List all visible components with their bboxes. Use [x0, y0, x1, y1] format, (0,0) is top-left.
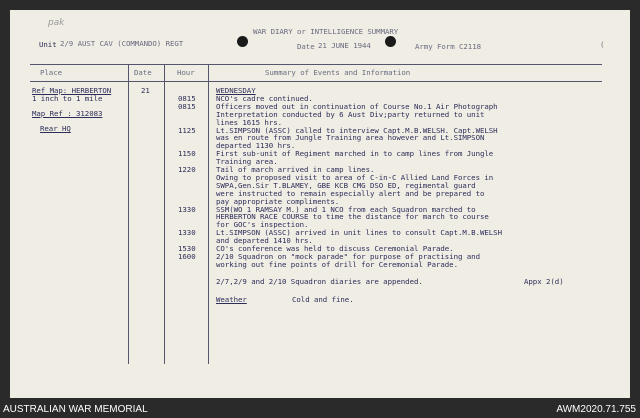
punch-hole-right [385, 36, 396, 47]
page-mark: ( [600, 40, 605, 49]
appendix-ref: Appx 2(d) [524, 277, 564, 286]
entry-text: Tail of march arrived in camp lines. [216, 165, 375, 174]
entry-text: SWPA,Gen.Sir T.BLAMEY, GBE KCB CMG DSO ED, regimental guard [216, 180, 476, 190]
col-divider-3 [208, 64, 209, 364]
col-header-hour: Hour [177, 68, 195, 77]
col-divider-2 [164, 64, 165, 364]
entry-text: working out fine points of drill for Ceremonial Parade. [216, 259, 458, 269]
date-cell: 21 [141, 86, 150, 95]
diary-page [10, 10, 630, 398]
entry-text: pay appropriate compliments. [216, 196, 340, 206]
place-map-ref: Map Ref : 312083 [32, 109, 103, 118]
entry-text: lines 1615 hrs. [216, 117, 282, 127]
pencil-annotation: pak [48, 18, 65, 28]
entry-hour: 0815 [178, 101, 196, 111]
entry-text: NCO's cadre continued. [216, 93, 313, 103]
entry-text: for GOC's inspection. [216, 220, 309, 230]
footer-institution: AUSTRALIAN WAR MEMORIAL [3, 404, 148, 415]
entry-text: CO's conference was held to discuss Ceremonial Parade. [216, 244, 454, 253]
entry-hour: 0815 [178, 93, 196, 103]
entry-text: Officers moved out in continuation of Course No.1 Air Photograph [216, 101, 498, 111]
appended-note: 2/7,2/9 and 2/10 Squadron diaries are appended. [216, 277, 423, 286]
header-rule-top [30, 64, 602, 65]
entry-text: 2/10 Squadron on "mock parade" for purpose of practising and [216, 251, 480, 261]
entry-text: Interpretation conducted by 6 Aust Div;party returned to unit [216, 109, 485, 119]
entry-text: were instructed to remain especially alert and be prepared to [216, 188, 485, 198]
unit-value: 2/9 AUST CAV (COMMANDO) REGT [60, 39, 184, 48]
diary-title: WAR DIARY or INTELLIGENCE SUMMARY [253, 27, 399, 36]
place-map: Ref Map: HERBERTON [32, 86, 112, 95]
col-header-date: Date [134, 68, 152, 77]
place-scale: 1 inch to 1 mile [32, 94, 103, 103]
weather-label: Weather [216, 295, 247, 304]
entry-hour: 1600 [178, 251, 196, 261]
entry-text: SSM(WO 1 RAMSAY M.) and 1 NCO from each Squadron marched to [216, 204, 476, 214]
col-header-place: Place [40, 68, 62, 77]
day-heading: WEDNESDAY [216, 86, 256, 95]
entry-text: and departed 1410 hrs. [216, 236, 313, 246]
entry-text: departed 1130 hrs. [216, 141, 296, 151]
entry-text: Lt.SIMPSON (ASSC) called to interview Capt.M.B.WELSH. Capt.WELSH [216, 125, 498, 135]
entry-hour: 1220 [178, 165, 196, 174]
entry-text: Training area. [216, 157, 278, 167]
date-value: 21 JUNE 1944 [318, 41, 371, 50]
entry-hour: 1330 [178, 228, 196, 238]
punch-hole-left [237, 36, 248, 47]
col-divider-1 [128, 64, 129, 364]
entry-hour: 1150 [178, 149, 196, 159]
entry-text: Lt.SIMPSON (ASSC) arrived in unit lines to consult Capt.M.B.WELSH [216, 228, 502, 238]
entry-text: Owing to proposed visit to area of C-in-C Allied Land Forces in [216, 172, 494, 182]
entry-hour: 1125 [178, 125, 196, 135]
entry-hour: 1530 [178, 244, 196, 253]
unit-label: Unit [39, 40, 57, 49]
entry-hour: 1330 [178, 204, 196, 214]
header-rule-bottom [30, 81, 602, 82]
entry-text: was en route from Jungle Training area however and Lt.SIMPSON [216, 133, 485, 143]
place-rear-hq: Rear HQ [40, 124, 71, 133]
entry-text: First sub-unit of Regiment marched in to camp lines from Jungle [216, 149, 494, 159]
date-label: Date [297, 42, 315, 51]
form-number: Army Form C2118 [415, 42, 481, 51]
weather-value: Cold and fine. [292, 295, 354, 304]
col-header-summary: Summary of Events and Information [265, 68, 411, 77]
footer-accession: AWM2020.71.755 [556, 404, 636, 415]
entry-text: HERBERTON RACE COURSE to time the distance for march to course [216, 212, 489, 222]
